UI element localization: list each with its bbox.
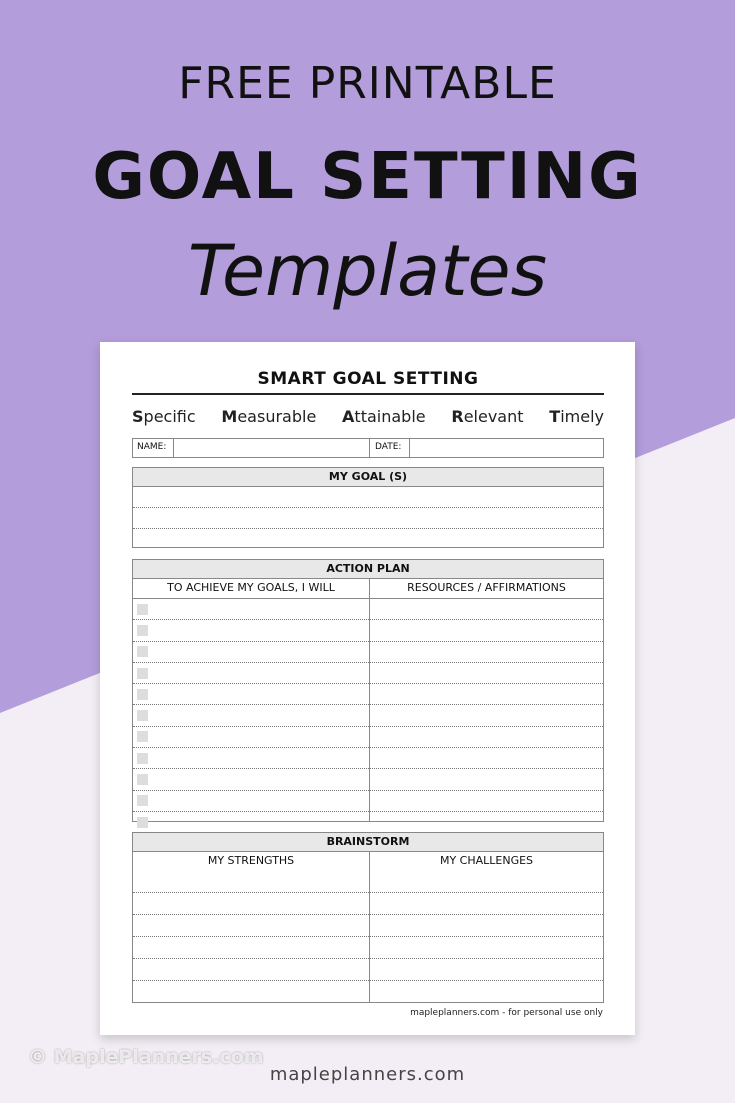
writing-line[interactable]	[370, 893, 603, 915]
writing-line[interactable]	[370, 915, 603, 937]
action-plan-header: ACTION PLAN	[133, 560, 603, 579]
checkbox[interactable]	[137, 817, 148, 828]
site-url[interactable]: mapleplanners.com	[269, 1064, 466, 1085]
writing-line[interactable]	[370, 727, 603, 748]
writing-line[interactable]	[133, 769, 369, 790]
checkbox[interactable]	[137, 668, 148, 679]
checkbox[interactable]	[137, 731, 148, 742]
smart-criteria-row	[132, 407, 604, 426]
sheet-title: SMART GOAL SETTING	[257, 369, 479, 389]
writing-line[interactable]	[133, 727, 369, 748]
action-right-heading: RESOURCES / AFFIRMATIONS	[370, 578, 603, 599]
writing-line[interactable]	[370, 599, 603, 620]
brainstorm-box	[132, 832, 604, 1003]
writing-line[interactable]	[370, 663, 603, 684]
name-field[interactable]	[174, 439, 369, 457]
template-sheet	[100, 342, 635, 1035]
writing-line[interactable]	[133, 937, 369, 959]
writing-line[interactable]	[133, 599, 369, 620]
goal-line[interactable]	[133, 508, 603, 529]
smart-measurable: Measurable	[221, 407, 317, 426]
writing-line[interactable]	[133, 642, 369, 663]
strengths-heading: MY STRENGTHS	[207, 854, 295, 867]
date-label: DATE:	[375, 442, 402, 452]
brainstorm-right-column	[370, 851, 603, 1002]
title-divider	[132, 393, 604, 395]
writing-line[interactable]	[370, 748, 603, 769]
writing-line[interactable]	[370, 705, 603, 726]
action-left-column	[133, 578, 369, 821]
action-plan-box	[132, 559, 604, 822]
smart-specific: Specific	[132, 407, 196, 426]
writing-line[interactable]	[133, 893, 369, 915]
brainstorm-header: BRAINSTORM	[133, 833, 603, 852]
hero-line-free-printable: FREE PRINTABLE	[178, 58, 557, 109]
date-field[interactable]	[410, 439, 603, 457]
writing-line[interactable]	[370, 684, 603, 705]
checkbox[interactable]	[137, 604, 148, 615]
brainstorm-left-column	[133, 851, 369, 1002]
goal-box	[132, 467, 604, 548]
checkbox[interactable]	[137, 625, 148, 636]
hero-line-goal-setting: GOAL SETTING	[92, 140, 643, 214]
checkbox[interactable]	[137, 774, 148, 785]
smart-attainable: Attainable	[342, 407, 426, 426]
writing-line[interactable]	[133, 959, 369, 981]
writing-line[interactable]	[370, 642, 603, 663]
name-date-row	[132, 438, 604, 458]
writing-line[interactable]	[133, 791, 369, 812]
name-label: NAME:	[137, 442, 167, 452]
challenges-heading: MY CHALLENGES	[439, 854, 534, 867]
smart-relevant: Relevant	[451, 407, 524, 426]
action-left-heading: TO ACHIEVE MY GOALS, I WILL	[133, 578, 369, 599]
smart-timely: Timely	[549, 407, 604, 426]
checkbox[interactable]	[137, 710, 148, 721]
writing-line[interactable]	[370, 769, 603, 790]
writing-line[interactable]	[133, 663, 369, 684]
action-left-lines	[133, 599, 369, 832]
goal-line[interactable]	[133, 487, 603, 508]
watermark-credit: © MaplePlanners.com	[28, 1046, 264, 1068]
writing-line[interactable]	[133, 620, 369, 641]
action-right-lines	[370, 599, 603, 832]
checkbox[interactable]	[137, 689, 148, 700]
writing-line[interactable]	[370, 791, 603, 812]
challenges-lines	[370, 871, 603, 1002]
writing-line[interactable]	[133, 915, 369, 937]
checkbox[interactable]	[137, 646, 148, 657]
date-divider-left	[369, 439, 370, 457]
goal-header: MY GOAL (S)	[133, 468, 603, 487]
writing-line[interactable]	[133, 684, 369, 705]
writing-line[interactable]	[370, 871, 603, 893]
checkbox[interactable]	[137, 753, 148, 764]
writing-line[interactable]	[133, 705, 369, 726]
hero-line-templates: Templates	[187, 230, 548, 312]
writing-line[interactable]	[133, 871, 369, 893]
action-right-column	[370, 578, 603, 821]
writing-line[interactable]	[370, 981, 603, 1002]
writing-line[interactable]	[133, 981, 369, 1002]
sheet-footnote: mapleplanners.com - for personal use only	[410, 1008, 603, 1018]
writing-line[interactable]	[370, 620, 603, 641]
writing-line[interactable]	[370, 812, 603, 832]
writing-line[interactable]	[370, 937, 603, 959]
checkbox[interactable]	[137, 795, 148, 806]
writing-line[interactable]	[133, 812, 369, 832]
writing-line[interactable]	[133, 748, 369, 769]
writing-line[interactable]	[370, 959, 603, 981]
strengths-lines	[133, 871, 369, 1002]
